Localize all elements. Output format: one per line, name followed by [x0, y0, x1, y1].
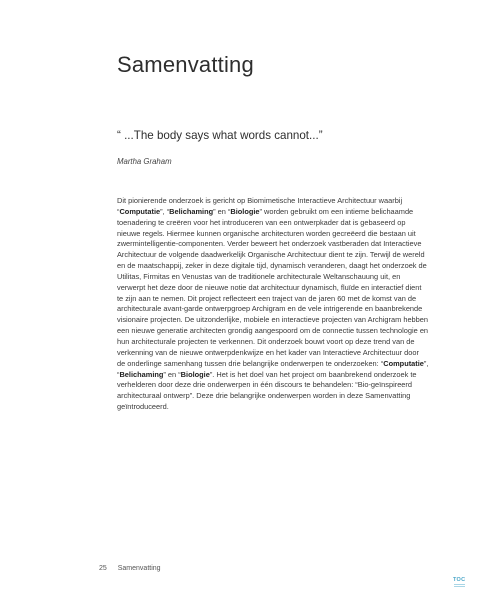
toc-lines-icon: [453, 584, 465, 587]
keyword-belichaming: Belichaming: [169, 206, 214, 216]
page-number: 25: [99, 565, 107, 572]
keyword-belichaming: Belichaming: [119, 369, 164, 379]
toc-link[interactable]: [453, 577, 465, 587]
keyword-computatie: Computatie: [119, 206, 161, 216]
keyword-computatie: Computatie: [383, 358, 424, 368]
page-title: Samenvatting: [117, 52, 254, 77]
summary-paragraph: [117, 196, 429, 413]
paragraph-text: ”, “: [117, 358, 429, 379]
epigraph-quote: “ ...The body says what words cannot...”: [117, 129, 323, 142]
paragraph-text: ”, “: [160, 206, 170, 216]
paragraph-text: ” en “: [163, 369, 181, 379]
toc-label: TOC: [453, 577, 466, 583]
epigraph-author: Martha Graham: [117, 157, 172, 166]
paragraph-text: ” en “: [213, 206, 231, 216]
keyword-biologie: Biologie: [180, 369, 210, 379]
paragraph-text: ”. Het is het doel van het project om baanbrekend onderzoek te verhelderen door deze drie onderwerpen in één discours te behandelen: “Bio-geïnspireerd architecturaal ontwerp”. Deze drie belangrijke onderwerpen worden in deze Samenvatting geïntroduceerd.: [117, 369, 417, 412]
paragraph-text: Dit pionierende onderzoek is gericht op Biomimetische Interactieve Architectuur waarbij “: [117, 196, 403, 216]
keyword-biologie: Biologie: [230, 206, 260, 216]
paragraph-text: ” worden gebruikt om een intieme belichaamde toenadering te creëren voor het introduceren van een ontwerpkader dat is gebaseerd op nieuwe regels. Hiermee kunnen organische architecturen worden gecreëerd die bestaan uit zwermintelligentie-componenten. Verder beweert het onderzoek vastberaden dat Interactieve Architectuur de volgende daadwerkelijk Organische Architectuur dient te zijn. Terwijl de wereld en de maatschappij, zeker in deze digitale tijd, dynamisch veranderen, daagt het onderzoek de Utilitas, Firmitas en Venustas van de traditionele architecturale Weltanschauung uit, en verwerpt het deze door de nieuwe notie dat architectuur dynamisch, fluïde en interactief dient te zijn aan te nemen. Dit project reflecteert een traject van de jaren 60 met de komst van de architecturale avant-garde ontwerpgroep Archigram en de vele intrigerende en baanbrekende visionaire projecten. De uitzonderlijke, mobiele en interactieve projecten van Archigram hebben een nieuwe generatie architecten grondig aangespoord om de connectie tussen technologie en hun architecturale projecten te verkennen. Dit onderzoek bouwt voort op deze trend van de verkenning van de nieuwe ontwerpdenkwijze en het kader van Interactieve Architectuur door de onderlinge samenhang tussen drie belangrijke onderwerpen te onderzoeken: “: [117, 206, 429, 368]
page-footer: [99, 565, 161, 572]
footer-section-title: Samenvatting: [117, 565, 161, 572]
